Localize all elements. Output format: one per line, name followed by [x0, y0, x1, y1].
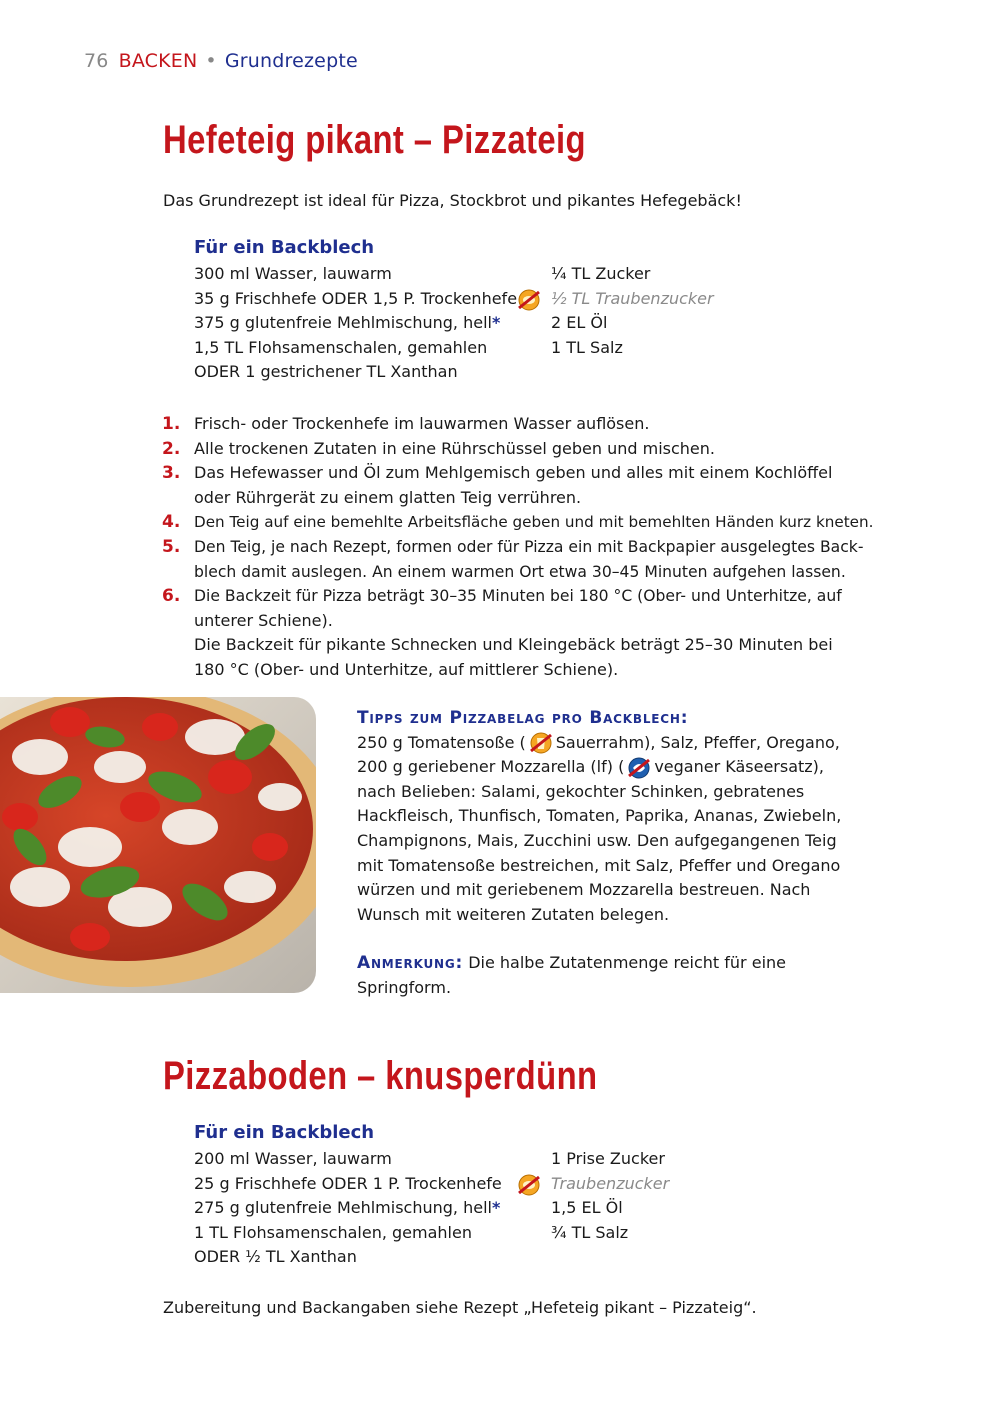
- recipe1-steps: [162, 412, 873, 683]
- ingredient-item-optional: Traubenzucker: [551, 1173, 670, 1193]
- ingredient-item: [194, 311, 517, 336]
- step-number: 3.: [162, 463, 181, 484]
- recipe1-intro: Das Grundrezept ist ideal für Pizza, Stockbrot und pikantes Hefegebäck!: [163, 191, 742, 210]
- step-item: [162, 437, 873, 462]
- step-text: Den Teig auf eine bemehlte Arbeitsfläche geben und mit bemehlten Händen kurz kneten.: [194, 513, 874, 532]
- tips-line: Hackfleisch, Thunfisch, Tomaten, Paprika, Ananas, Zwiebeln,: [357, 806, 842, 826]
- vegan-badge-icon: [624, 757, 654, 776]
- ingredient-item: ¼ TL Zucker: [551, 264, 651, 283]
- ingredient-item: 35 g Frischhefe ODER 1,5 P. Trockenhefe: [194, 288, 518, 308]
- ingredient-item: ¾ TL Salz: [551, 1222, 629, 1242]
- recipe2-footer-note: Zubereitung und Backangaben siehe Rezept „Hefeteig pikant – Pizzateig“.: [163, 1298, 757, 1317]
- step-number: 5.: [162, 536, 181, 557]
- no-dairy-badge-icon: [526, 733, 556, 752]
- step-number: 2.: [162, 438, 181, 459]
- step-item: [162, 510, 873, 535]
- topping-tips: [357, 706, 841, 1001]
- recipe2-title: Pizzaboden – knusperdünn: [163, 1054, 598, 1098]
- note-text: Die halbe Zutatenmenge reicht für eine: [468, 953, 786, 973]
- tips-line: würzen und mit geriebenem Mozzarella bestreuen. Nach: [357, 880, 811, 900]
- note: [357, 951, 841, 976]
- no-sugar-badge-icon: [514, 289, 544, 311]
- step-text: Das Hefewasser und Öl zum Mehlgemisch geben und alles mit einem Kochlöffel: [194, 463, 833, 483]
- note-text-cont: Springform.: [357, 977, 452, 997]
- step-item: [162, 535, 873, 584]
- tips-text: 250 g Tomatensoße (: [357, 732, 526, 752]
- tips-line: [357, 731, 841, 756]
- header-separator: •: [205, 50, 217, 72]
- ingredient-item: 25 g Frischhefe ODER 1 P. Trockenhefe: [194, 1173, 502, 1193]
- ingredient-item: 1 TL Salz: [551, 337, 623, 357]
- ingredient-item: 200 ml Wasser, lauwarm: [194, 1149, 392, 1168]
- note-label: Anmerkung:: [357, 953, 464, 974]
- no-sugar-badge-icon: [514, 1174, 544, 1196]
- tips-line: [357, 755, 841, 780]
- tips-heading: Tipps zum Pizzabelag pro Backblech:: [357, 708, 689, 728]
- recipe2-servings: Für ein Backblech: [194, 1122, 375, 1143]
- running-header: [84, 50, 358, 72]
- recipe1-title: Hefeteig pikant – Pizzateig: [163, 118, 586, 162]
- pizza-photo: [0, 697, 316, 993]
- step-item: [162, 412, 873, 437]
- step-text: Die Backzeit für Pizza beträgt 30–35 Minuten bei 180 °C (Ober- und Unterhitze, auf: [194, 587, 842, 606]
- ingredient-item-text: 275 g glutenfreie Mehlmischung, hell: [194, 1198, 492, 1218]
- page-number: 76: [84, 50, 109, 72]
- tips-line: mit Tomatensoße bestreichen, mit Salz, Pfeffer und Oregano: [357, 855, 841, 875]
- step-item: [162, 584, 873, 682]
- tips-line: Wunsch mit weiteren Zutaten belegen.: [357, 904, 670, 924]
- ingredient-item: ODER 1 gestrichener TL Xanthan: [194, 362, 458, 382]
- ingredient-item: 1,5 EL Öl: [551, 1198, 623, 1218]
- step-text: unterer Schiene).: [194, 610, 333, 630]
- ingredient-item: ODER ½ TL Xanthan: [194, 1247, 357, 1267]
- step-number: 1.: [162, 414, 181, 434]
- recipe1-servings: Für ein Backblech: [194, 237, 375, 258]
- step-text: Die Backzeit für pikante Schnecken und Kleingebäck beträgt 25–30 Minuten bei: [194, 635, 833, 655]
- ingredient-item: 2 EL Öl: [551, 313, 608, 333]
- tips-line: nach Belieben: Salami, gekochter Schinken, gebratenes: [357, 781, 805, 801]
- ingredient-item: 1 Prise Zucker: [551, 1149, 665, 1168]
- tips-text: veganer Käseersatz),: [654, 757, 825, 777]
- tips-text: 200 g geriebener Mozzarella (lf) (: [357, 757, 625, 777]
- ingredient-item-text: 375 g glutenfreie Mehlmischung, hell: [194, 313, 492, 333]
- ingredient-item: 1 TL Flohsamenschalen, gemahlen: [194, 1222, 472, 1242]
- footnote-asterisk: *: [491, 313, 501, 333]
- recipe2-ingredients-right: [551, 1147, 669, 1245]
- recipe1-ingredients-right: [551, 262, 714, 360]
- ingredient-item: 300 ml Wasser, lauwarm: [194, 264, 392, 283]
- step-text: Frisch- oder Trockenhefe im lauwarmen Wasser auflösen.: [194, 414, 650, 433]
- step-text: blech damit auslegen. An einem warmen Ort etwa 30–45 Minuten aufgehen lassen.: [194, 562, 846, 581]
- footnote-asterisk: *: [491, 1198, 501, 1218]
- step-number: 4.: [162, 512, 181, 533]
- step-text: 180 °C (Ober- und Unterhitze, auf mittlerer Schiene).: [194, 659, 619, 679]
- step-text: Alle trockenen Zutaten in eine Rührschüssel geben und mischen.: [194, 438, 715, 458]
- tips-line: Champignons, Mais, Zucchini usw. Den aufgegangenen Teig: [357, 830, 837, 850]
- step-text: Den Teig, je nach Rezept, formen oder für Pizza ein mit Backpapier ausgelegtes Back-: [194, 537, 864, 556]
- step-text: oder Rührgerät zu einem glatten Teig verrühren.: [194, 487, 582, 507]
- ingredient-item-optional: ½ TL Traubenzucker: [551, 288, 714, 308]
- subsection-label: Grundrezepte: [224, 50, 358, 72]
- section-label: BACKEN: [118, 50, 198, 72]
- step-item: [162, 461, 873, 510]
- ingredient-item: 1,5 TL Flohsamenschalen, gemahlen: [194, 337, 488, 357]
- tips-text: Sauerrahm), Salz, Pfeffer, Oregano,: [555, 732, 840, 752]
- step-number: 6.: [162, 586, 181, 607]
- recipe2-ingredients-left: [194, 1147, 502, 1270]
- recipe1-ingredients-left: [194, 262, 517, 385]
- ingredient-item: [194, 1196, 502, 1221]
